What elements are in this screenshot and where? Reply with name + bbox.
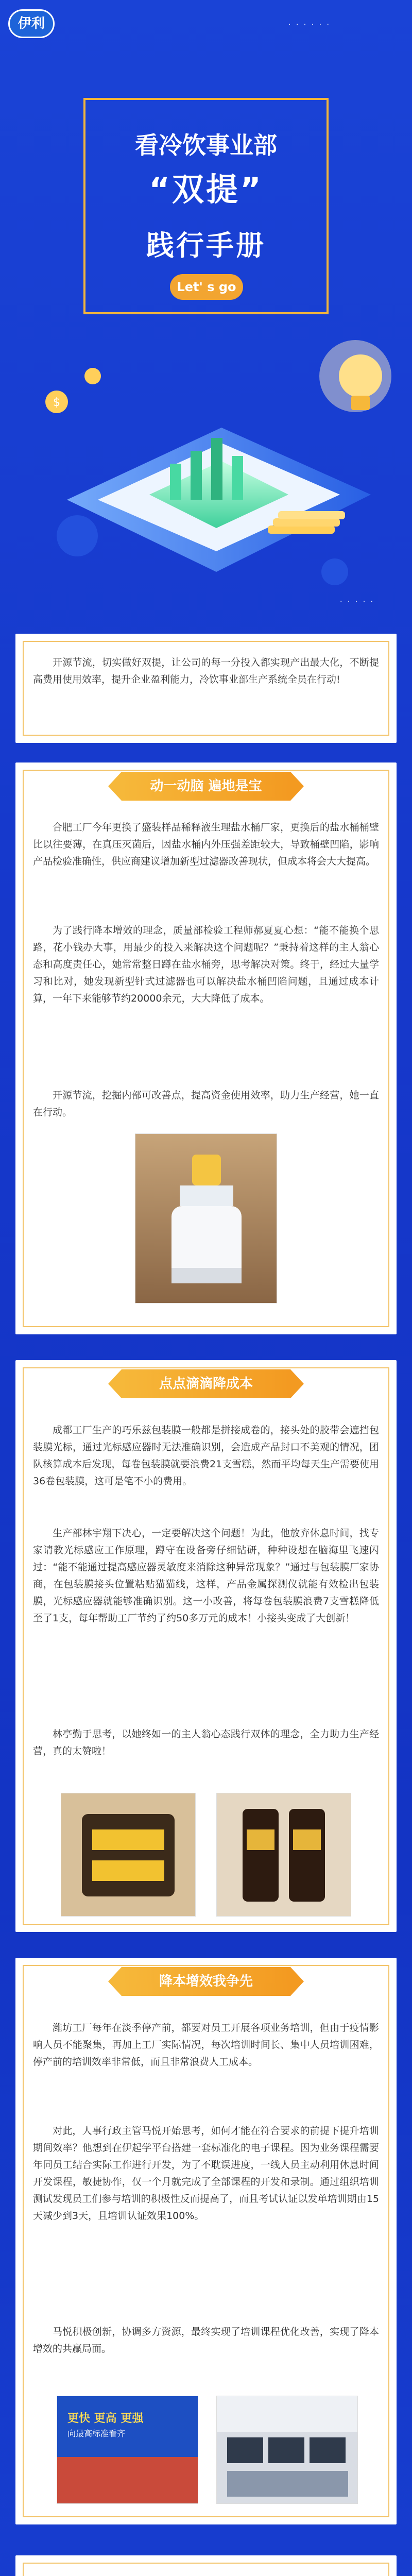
packaging-image-1: [61, 1793, 196, 1917]
decor-dots: · · · · ·: [340, 598, 375, 606]
section-2-paragraph-3: 林亭勤于思考，以她终如一的主人翁心态践行双体的理念，全力助力生产经营，真的太赞啦！: [33, 1728, 379, 1757]
training-photo-2: [216, 2396, 358, 2504]
decor-dots: · · · · · ·: [288, 21, 331, 29]
section-title-2: 点点滴滴降成本: [122, 1369, 290, 1398]
photo-banner-subtext: 向最高标准看齐: [67, 2429, 126, 2438]
packaging-photo-1: [61, 1793, 196, 1917]
intro-text: 开源节流，切实做好双提，让公司的每一分投入都实现产出最大化，不断提高费用使用效率，提升企业盈利能力，冷饮事业部生产系统全员在行动!: [33, 657, 379, 685]
section-1-paragraph-2: 为了践行降本增效的理念，质量部检验工程师郝夏夏心想：“能不能换个思路，花小钱办大事，用最少的投入来解决这个问题呢？”秉持着这样的主人翁心态和高度责任心，她常常整日蹲在盐水桶旁，思考解决对策。终于，经过大量学习和比对，她发现新型针式过滤器也可以解决盐水桶凹陷问题，且通过成本计算，一年下来能够节约20000余元，大大降低了成本。: [33, 925, 379, 1004]
section-title-1: 动一动脑 遍地是宝: [122, 772, 290, 801]
photo-banner-text: 更快 更高 更强: [67, 2412, 144, 2425]
closing-card: [15, 2555, 397, 2576]
filter-photo: [135, 1133, 277, 1303]
intro-card: [15, 634, 397, 743]
brand-logo: 伊利: [8, 9, 55, 38]
training-image-2: [217, 2396, 358, 2504]
filter-image: [135, 1134, 277, 1303]
photo-people: [57, 2457, 198, 2503]
section-3-paragraph-2: 对此，人事行政主管马悦开始思考，如何才能在符合要求的前提下提升培训期间效率？他想到在伊起学平台搭建一套标准化的电子课程。因为业务课程需要年同员工结合实际工作进行开发，为了不耽误进度，一线人员主动利用休息时间开发课程，敏捷协作，仅一个月就完成了全部课程的开发和录制。通过组织培训测试发现员工们参与培训的积极性反而提高了，而且考试认证以发单培训期由15天减少到3天，且培训认证效果100%。: [33, 2125, 379, 2222]
section-1-paragraph-1: 合肥工厂今年更换了盛装样品稀释液生理盐水桶厂家，更换后的盐水桶桶壁比以往要薄，在真压灭菌后，因盐水桶内外压强差距较大，导致桶壁凹陷，影响产品检验准确性，供应商建议增加新型过滤器改善现状，但成本将会大大提高。: [33, 822, 379, 867]
packaging-image-2: [217, 1793, 351, 1917]
hero-title-line2: “双提”: [149, 171, 263, 208]
section-3-paragraph-1: 潍坊工厂每年在淡季停产前，都要对员工开展各项业务培训，但由于疫情影响人员不能聚集，再加上工厂实际情况，每次培训时间长、集中人员培训困难，停产前的培训效率非常低，而且非常浪费人工成本。: [33, 2022, 379, 2067]
svg-text:$: $: [53, 396, 60, 409]
section-2-paragraph-1: 成都工厂生产的巧乐兹包装膜一般都是拼接成卷的，接头处的胶带会遮挡包装膜光标，通过光标感应器时无法准确识别，会造成产品封口不美观的情况，团队核算成本后发现，每卷包装膜就要浪费21支雪糕，然而平均每天生产需要使用36卷包装膜，这可是笔不小的费用。: [33, 1425, 379, 1487]
card-border: [23, 2563, 389, 2576]
lets-go-button[interactable]: Let' s go: [170, 274, 243, 300]
training-photo-1: [57, 2396, 198, 2504]
packaging-photo-2: [216, 1793, 351, 1917]
hero-title-line3: 践行手册: [146, 229, 266, 262]
section-title-3: 降本增效我争先: [122, 1967, 290, 1996]
section-1-paragraph-3: 开源节流，挖掘内部可改善点，提高资金使用效率，助力生产经营，她一直在行动。: [33, 1090, 379, 1118]
section-2-paragraph-2: 生产部林宇翔下决心，一定要解决这个问题！为此，他放弃休息时间，找专家请教光标感应工作原理，蹲守在设备旁仔细钻研，种种设想在脑海里飞速闪过：“能不能通过提高感应器灵敏度来消除这种异常现象？”通过与包装膜厂家协商，在包装膜接头位置粘贴猫猫线，这样，产品金属探测仪就能有效检出包装膜，光标感应器就能够准确识别。这一小改善，将每卷包装膜浪费7支雪糕降低至了1支，每年帮助工厂节约了约50多万元的成本！小接头变成了大创新！: [33, 1528, 379, 1624]
section-3-paragraph-3: 马悦积极创新，协调多方资源，最终实现了培训课程优化改善，实现了降本增效的共赢局面。: [33, 2326, 379, 2354]
hero-illustration: [0, 330, 412, 618]
hero-title-line1: 看冷饮事业部: [135, 131, 277, 159]
